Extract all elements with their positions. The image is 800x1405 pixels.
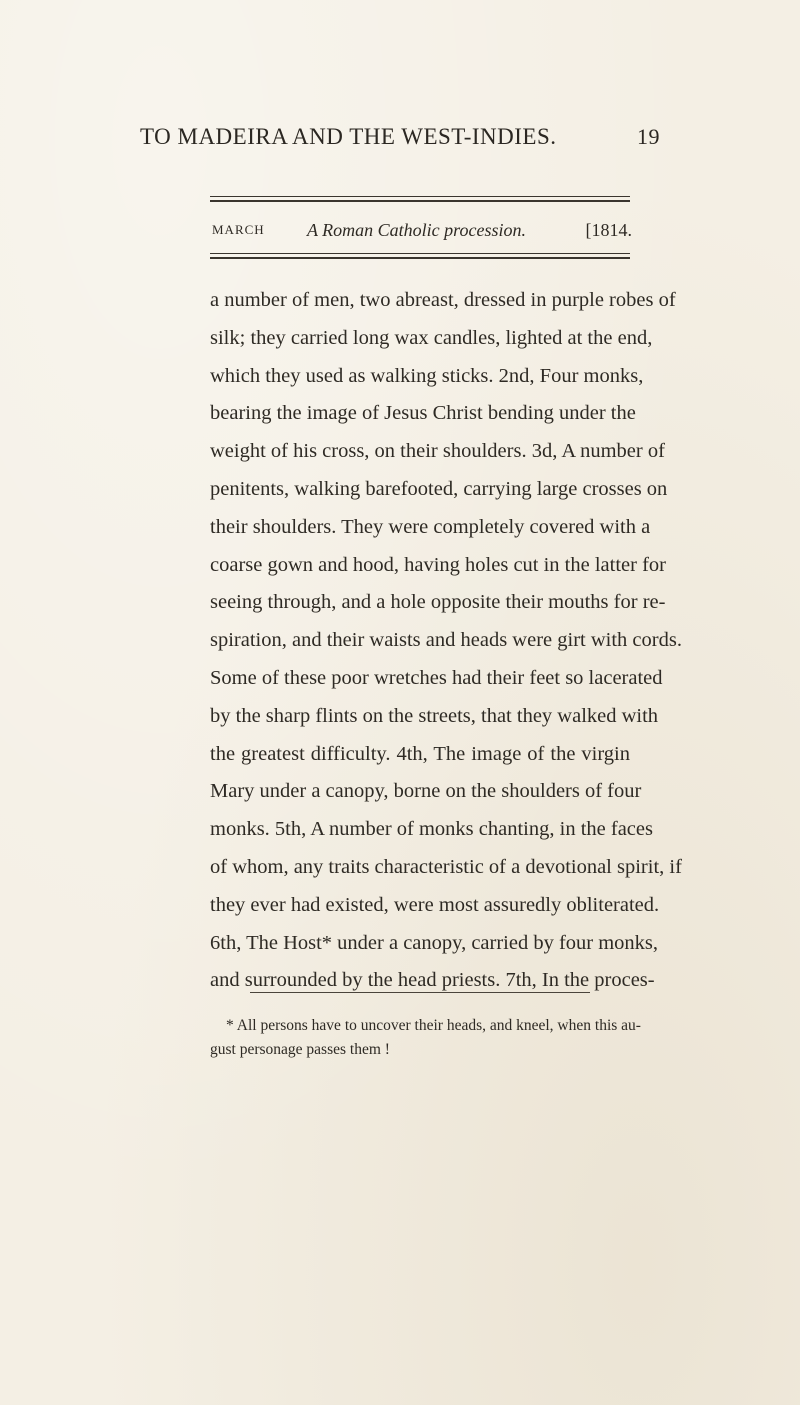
body-line: penitents, walking barefooted, carrying large crosses on	[210, 477, 668, 500]
caption-rule-bottom-thin	[210, 253, 630, 254]
body-line: the greatest difficulty. 4th, The image of the virgin	[210, 742, 630, 765]
body-line: a number of men, two abreast, dressed in purple robes of	[210, 289, 676, 311]
footnote-line: gust personage passes them !	[210, 1041, 390, 1058]
running-head-title: TO MADEIRA AND THE WEST-INDIES.	[140, 124, 557, 149]
caption-year: [1814.	[585, 220, 632, 240]
body-line: weight of his cross, on their shoulders. 3d, A number of	[210, 440, 665, 463]
body-line: by the sharp flints on the streets, that they walked with	[210, 704, 659, 727]
body-line: spiration, and their waists and heads were girt with cords.	[210, 629, 682, 652]
body-line: bearing the image of Jesus Christ bending under the	[210, 402, 636, 425]
caption-rule-top-thin	[210, 196, 630, 197]
footnote-line: * All persons have to uncover their heads, and kneel, when this au-	[226, 1017, 641, 1034]
section-caption	[212, 220, 632, 246]
caption-rule-bottom-thick	[210, 257, 630, 259]
running-head	[140, 124, 660, 150]
body-line: of whom, any traits characteristic of a devotional spirit, if	[210, 855, 682, 878]
caption-rule-top-thick	[210, 200, 630, 202]
body-text	[210, 282, 682, 1000]
body-line: coarse gown and hood, having holes cut in the latter for	[210, 553, 666, 576]
caption-month: MARCH	[212, 222, 265, 237]
page-number: 19	[637, 124, 660, 149]
body-line: seeing through, and a hole opposite their mouths for re-	[210, 591, 666, 614]
footnote	[210, 1014, 641, 1062]
body-line: Some of these poor wretches had their feet so lacerated	[210, 666, 663, 689]
body-line: their shoulders. They were completely covered with a	[210, 515, 651, 538]
body-line: Mary under a canopy, borne on the shoulders of four	[210, 780, 642, 803]
body-line: they ever had existed, were most assuredly obliterated.	[210, 893, 660, 916]
body-line: monks. 5th, A number of monks chanting, in the faces	[210, 818, 653, 841]
caption-subject: A Roman Catholic procession.	[307, 220, 526, 240]
body-line: and surrounded by the head priests. 7th, In the proces-	[210, 969, 655, 992]
body-line: silk; they carried long wax candles, lighted at the end,	[210, 326, 653, 349]
body-line: which they used as walking sticks. 2nd, Four monks,	[210, 364, 644, 387]
body-line: 6th, The Host* under a canopy, carried by four monks,	[210, 931, 659, 954]
footnote-rule	[250, 992, 590, 993]
